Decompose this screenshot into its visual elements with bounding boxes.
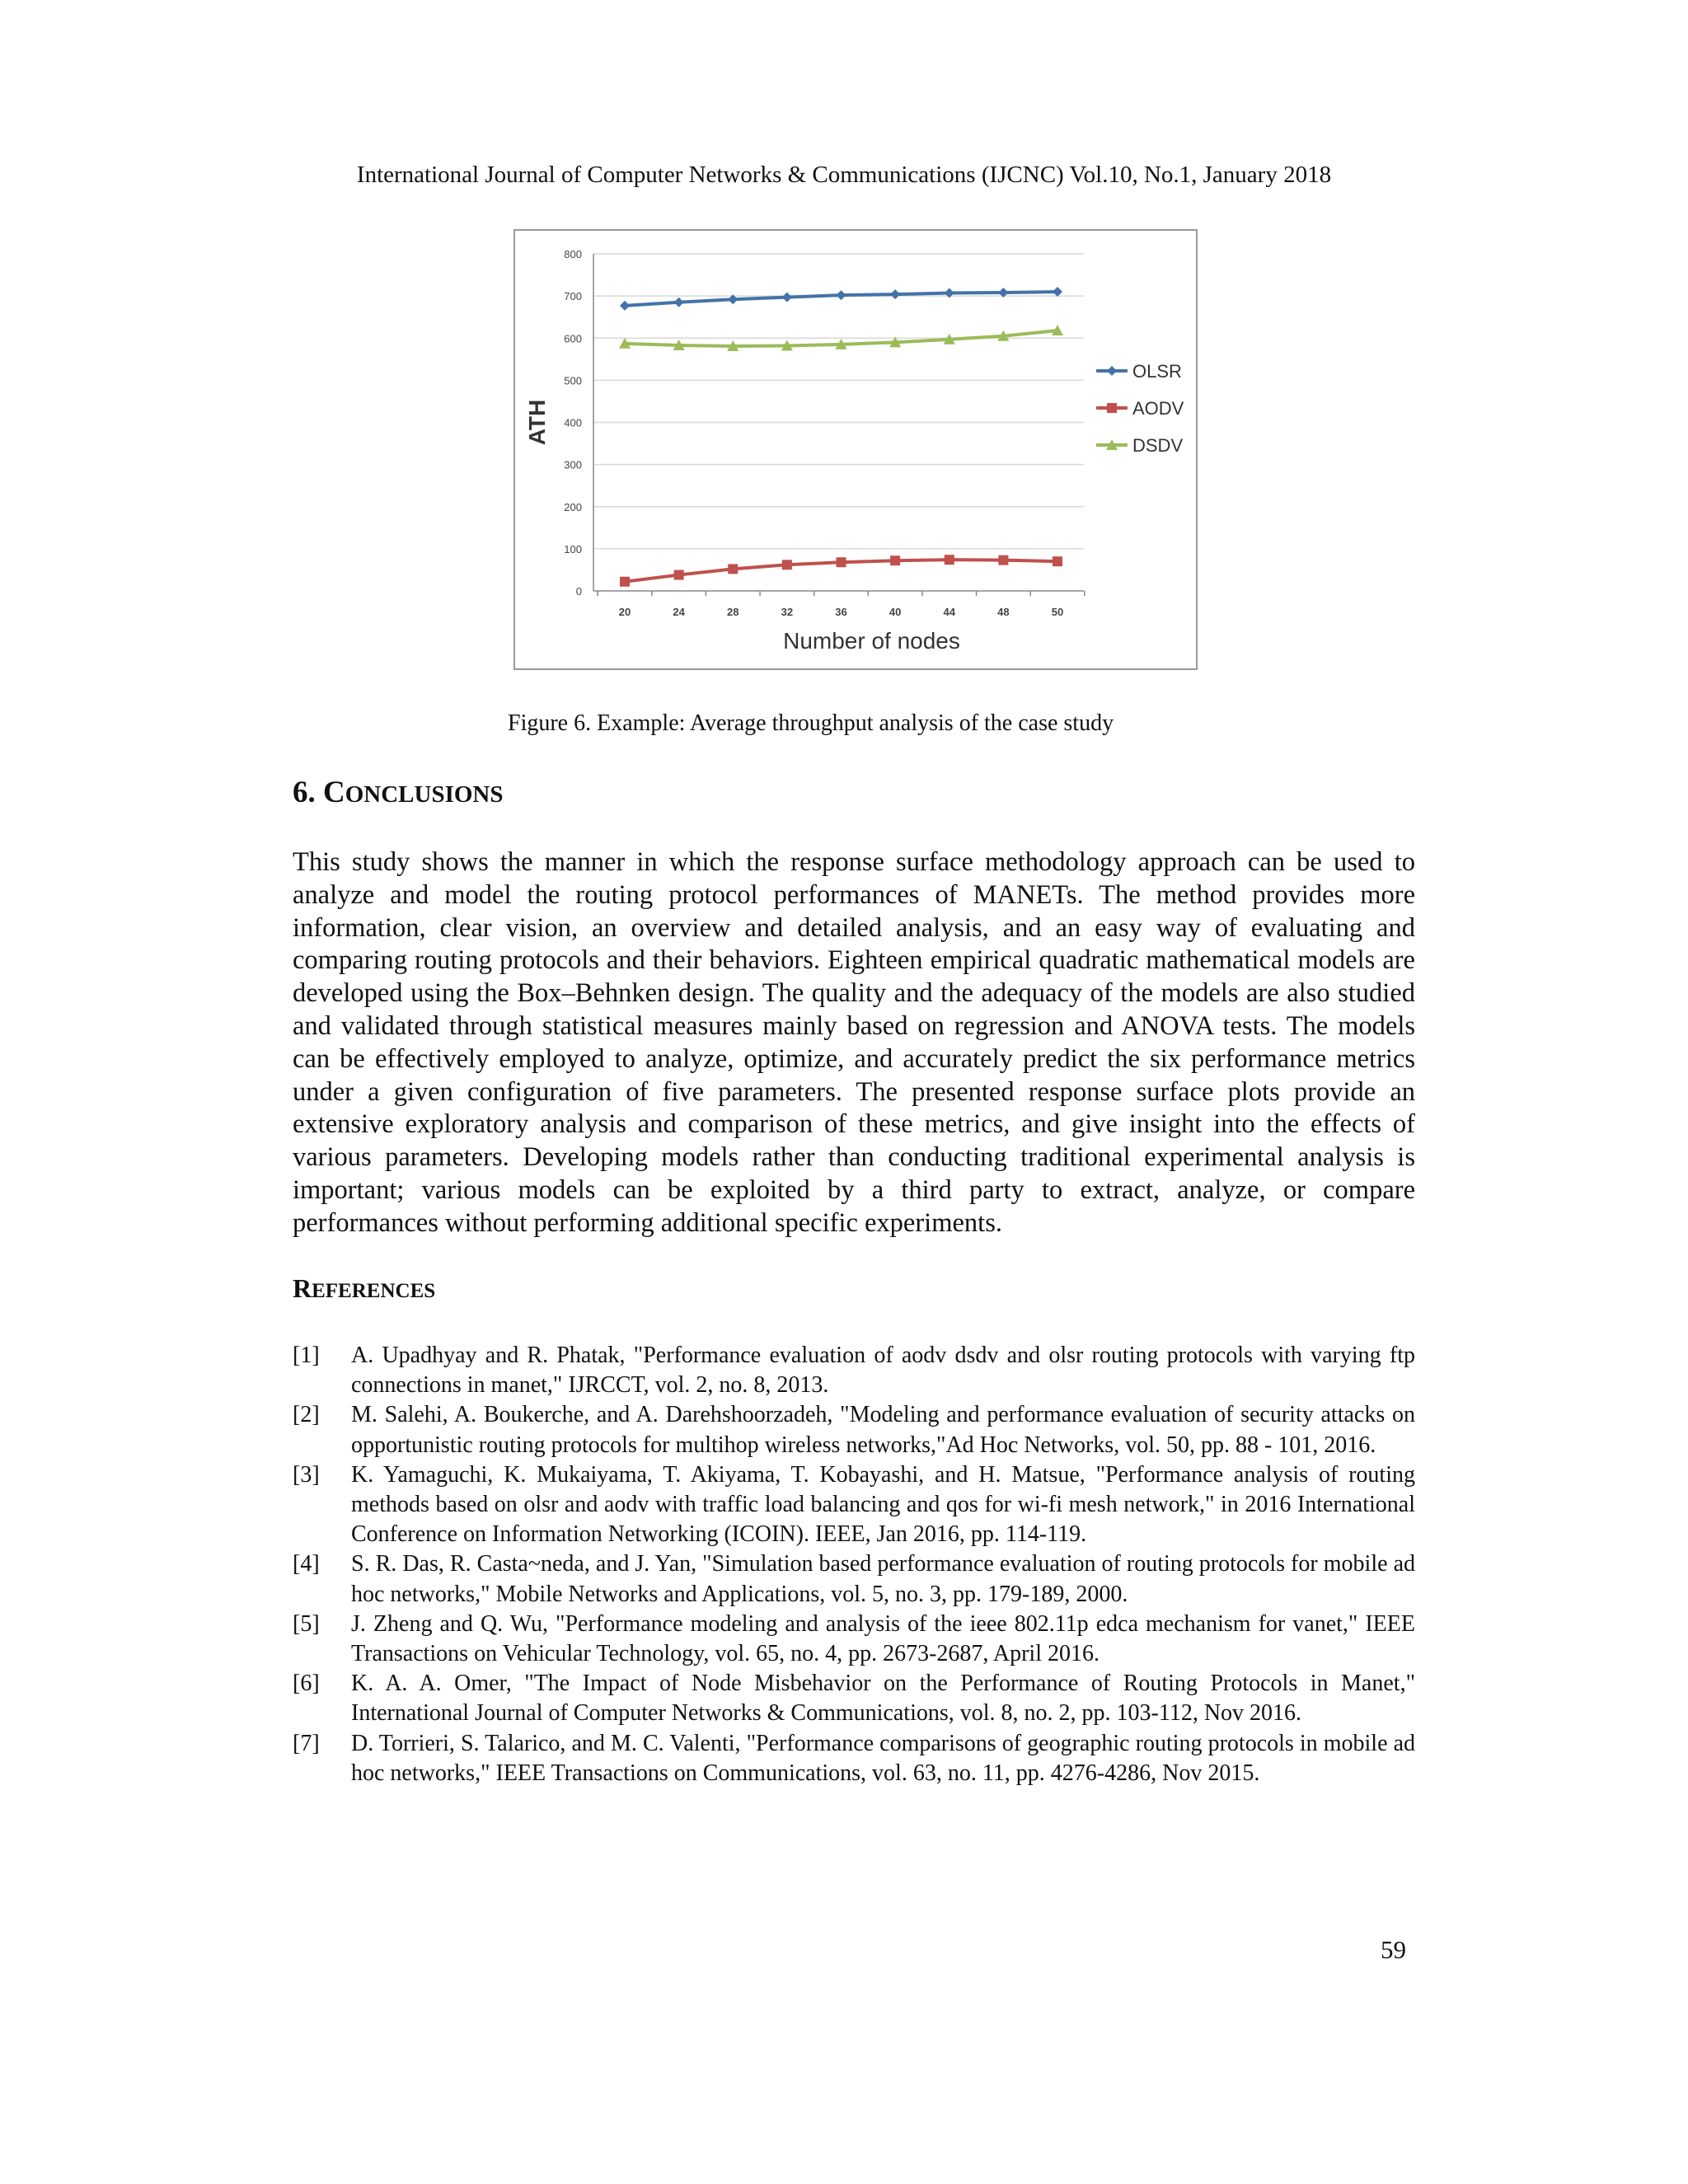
references-title-first: R: [293, 1273, 312, 1303]
olsr-legend-marker: [1107, 366, 1117, 376]
y-tick-label: 500: [564, 374, 582, 387]
reference-item: [293, 1549, 1415, 1609]
aodv-data-point: [998, 555, 1008, 565]
aodv-data-point: [782, 560, 792, 569]
reference-item: [293, 1669, 1415, 1728]
references-title-rest: EFERENCES: [312, 1280, 436, 1302]
aodv-data-point: [728, 564, 738, 574]
aodv-data-point: [890, 555, 900, 565]
olsr-data-point: [890, 289, 900, 299]
reference-item: [293, 1610, 1415, 1669]
reference-number: [7]: [293, 1730, 320, 1756]
journal-header: International Journal of Computer Networks & Communications (IJCNC) Vol.10, No.1, January 2018: [356, 162, 1332, 188]
aodv-data-point: [945, 555, 954, 565]
section-title: [293, 775, 504, 810]
y-tick-label: 100: [564, 542, 582, 555]
y-tick-label: 400: [564, 416, 582, 429]
olsr-data-point: [674, 298, 684, 307]
section-number: 6. C: [293, 776, 345, 809]
aodv-data-point: [674, 570, 684, 580]
x-tick-label: 28: [727, 606, 739, 618]
reference-list: [293, 1341, 1415, 1788]
chart-canvas: [515, 231, 1199, 672]
y-tick-label: 0: [575, 585, 582, 598]
reference-text: M. Salehi, A. Boukerche, and A. Darehshoorzadeh, "Modeling and performance evaluation of security attacks on opportunistic routing protocols for multihop wireless networks,"Ad Hoc Networks, vol. 50, pp. 88 - 101, 2016.: [351, 1402, 1415, 1458]
x-tick-label: 44: [943, 606, 955, 618]
reference-item: [293, 1460, 1415, 1550]
x-tick-label: 40: [889, 606, 902, 618]
x-tick-label: 24: [673, 606, 685, 618]
figure-caption: Figure 6. Example: Average throughput analysis of the case study: [508, 710, 1114, 736]
page-number: 59: [1381, 1935, 1406, 1964]
olsr-data-point: [1053, 287, 1062, 297]
y-tick-label: 600: [564, 332, 582, 345]
x-tick-label: 20: [618, 606, 631, 618]
aodv-data-point: [1053, 556, 1062, 566]
olsr-data-point: [620, 301, 630, 311]
x-tick-label: 48: [997, 606, 1010, 618]
reference-text: K. A. A. Omer, "The Impact of Node Misbehavior on the Performance of Routing Protocols in Manet," International Journal of Computer Networks & Communications, vol. 8, no. 2, pp. 103-112, Nov 2016.: [351, 1671, 1415, 1727]
y-axis-title: ATH: [524, 399, 550, 446]
olsr-data-point: [837, 290, 846, 300]
reference-text: J. Zheng and Q. Wu, "Performance modeling and analysis of the ieee 802.11p edca mechanism for vanet," IEEE Transactions on Vehicular Technology, vol. 65, no. 4, pp. 2673-2687, April 2016.: [351, 1610, 1415, 1667]
reference-text: K. Yamaguchi, K. Mukaiyama, T. Akiyama, T. Kobayashi, and H. Matsue, "Performance analysis of routing methods based on olsr and aodv with traffic load balancing and qos for wi-fi mesh network," in 2016 International Conference on Information Networking (ICOIN). IEEE, Jan 2016, pp. 114-119.: [351, 1461, 1415, 1548]
y-tick-label: 200: [564, 500, 582, 513]
reference-number: [4]: [293, 1551, 320, 1577]
throughput-chart: [513, 229, 1198, 670]
reference-number: [3]: [293, 1461, 320, 1488]
reference-item: [293, 1341, 1415, 1400]
reference-text: D. Torrieri, S. Talarico, and M. C. Valenti, "Performance comparisons of geographic routing protocols in mobile ad hoc networks," IEEE Transactions on Communications, vol. 63, no. 11, pp. 4276-4286, Nov 2015.: [351, 1730, 1415, 1786]
x-tick-label: 36: [835, 606, 847, 618]
y-tick-label: 700: [564, 290, 582, 303]
x-tick-label: 32: [781, 606, 794, 618]
y-tick-label: 300: [564, 458, 582, 471]
references-title: [293, 1273, 435, 1304]
dsdv-legend-label: DSDV: [1132, 435, 1184, 456]
aodv-legend-marker: [1107, 403, 1117, 413]
aodv-data-point: [620, 577, 630, 587]
olsr-legend-label: OLSR: [1132, 361, 1182, 382]
reference-number: [5]: [293, 1610, 320, 1637]
aodv-data-point: [837, 557, 846, 567]
aodv-legend-label: AODV: [1132, 398, 1184, 419]
x-axis-title: Number of nodes: [783, 628, 960, 654]
reference-number: [2]: [293, 1402, 320, 1428]
x-tick-label: 50: [1051, 606, 1064, 618]
olsr-data-point: [782, 293, 792, 302]
reference-item: [293, 1729, 1415, 1788]
reference-item: [293, 1400, 1415, 1460]
section-title-rest: ONCLUSIONS: [345, 781, 504, 808]
reference-number: [6]: [293, 1671, 320, 1697]
y-tick-label: 800: [564, 248, 582, 260]
reference-text: A. Upadhyay and R. Phatak, "Performance evaluation of aodv dsdv and olsr routing protocols with varying ftp connections in manet," IJRCCT, vol. 2, no. 8, 2013.: [351, 1343, 1415, 1399]
conclusions-paragraph: This study shows the manner in which the response surface methodology approach can be used to analyze and model the routing protocol performances of MANETs. The method provides more information, clear vision, an overview and detailed analysis, and an easy way of evaluating and comparing routing protocols and their behaviors. Eighteen empirical quadratic mathematical models are developed using the Box–Behnken design. The quality and the adequacy of the models are also studied and validated through statistical measures mainly based on regression and ANOVA tests. The models can be effectively employed to analyze, optimize, and accurately predict the six performance metrics under a given configuration of five parameters. The presented response surface plots provide an extensive exploratory analysis and comparison of these metrics, and give insight into the effects of various parameters. Developing models rather than conducting traditional experimental analysis is important; various models can be exploited by a third party to extract, analyze, or compare performances without performing additional specific experiments.: [293, 847, 1415, 1238]
reference-number: [1]: [293, 1343, 320, 1368]
reference-text: S. R. Das, R. Casta~neda, and J. Yan, "Simulation based performance evaluation of routing protocols for mobile ad hoc networks," Mobile Networks and Applications, vol. 5, no. 3, pp. 179-189, 2000.: [351, 1551, 1415, 1607]
